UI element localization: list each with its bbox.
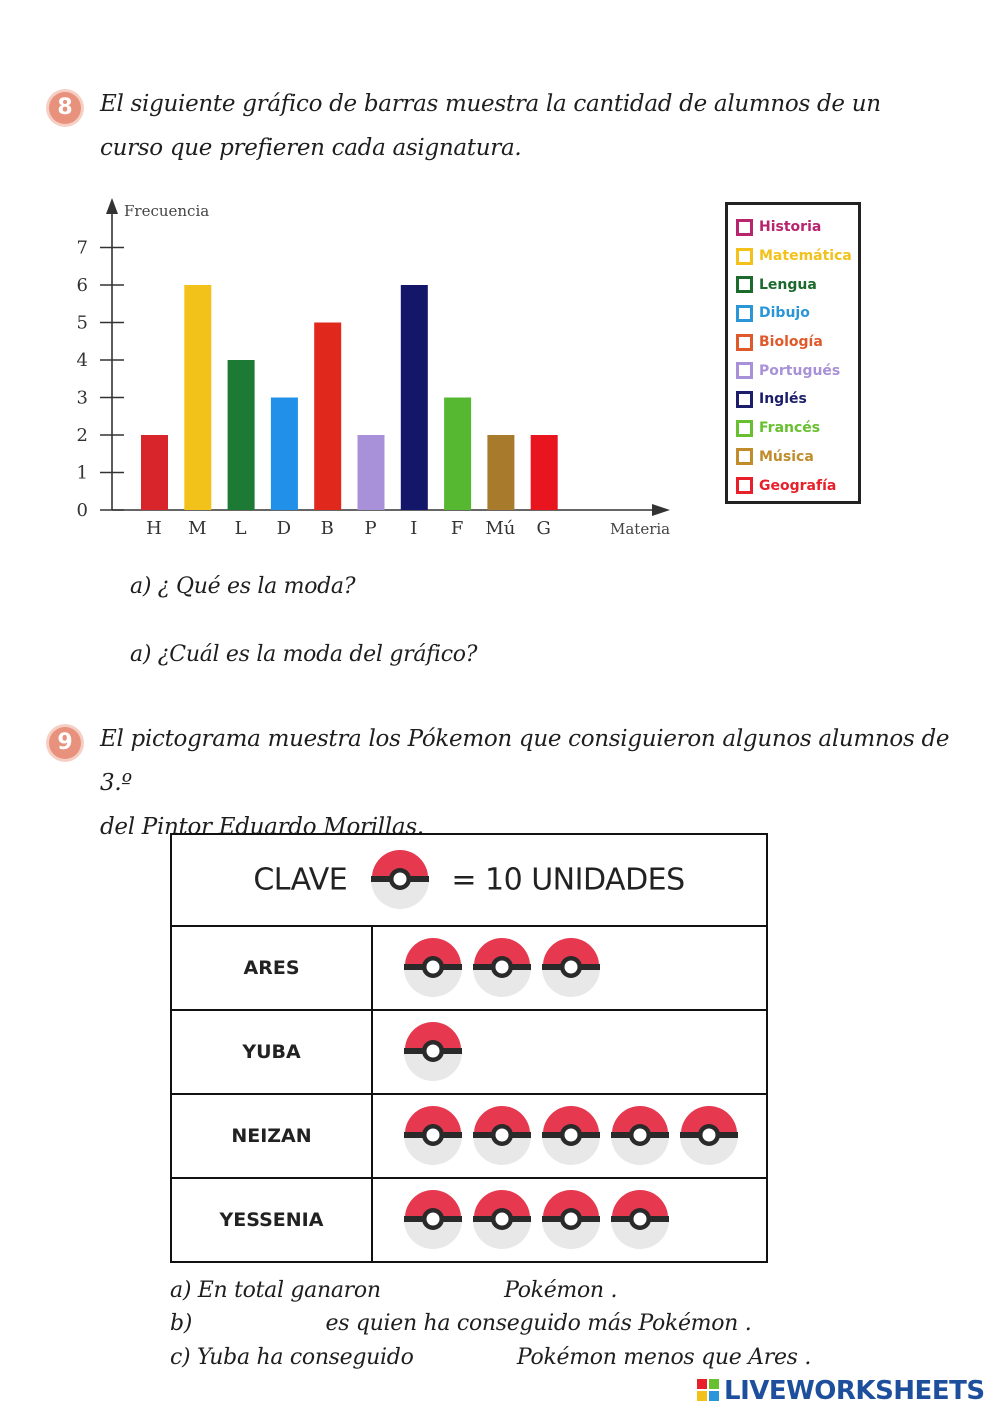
pokeball-icon (679, 1106, 739, 1166)
answer-b-prefix: b) (170, 1311, 193, 1336)
legend-item (736, 356, 858, 385)
legend-label: Dibujo (759, 305, 810, 322)
legend-item (736, 471, 858, 500)
legend-label: Geografía (759, 477, 837, 494)
x-tick-label: F (450, 518, 464, 539)
legend-label: Inglés (759, 391, 807, 408)
pictogram-row (171, 1178, 767, 1262)
pokeball-icon (370, 850, 430, 910)
answer-c (170, 1345, 811, 1370)
question-8a: a) ¿ Qué es la moda? (130, 574, 356, 599)
legend-item (736, 213, 858, 242)
y-tick-label: 3 (76, 387, 88, 409)
answer-a (170, 1278, 617, 1303)
liveworksheets-watermark (696, 1376, 985, 1406)
legend-swatch (736, 248, 753, 265)
bar-M (184, 285, 211, 510)
legend-label: Música (759, 448, 814, 465)
row-balls (372, 926, 767, 1010)
x-axis-arrow (652, 504, 670, 516)
y-tick-label: 6 (76, 275, 88, 296)
pictogram-row (171, 1094, 767, 1178)
bar-F (444, 398, 471, 511)
bar-G (531, 435, 558, 510)
x-tick-label: G (536, 518, 551, 539)
x-tick-label: P (364, 518, 377, 539)
legend-swatch (736, 334, 753, 351)
pokeball-icon (610, 1106, 670, 1166)
answer-b (170, 1311, 751, 1336)
x-tick-label: M (188, 518, 207, 539)
pictogram-row (171, 1010, 767, 1094)
question-8-badge: 8 (49, 92, 81, 124)
legend-label: Matemática (759, 248, 852, 265)
legend-swatch (736, 305, 753, 322)
row-name-neizan: NEIZAN (171, 1094, 372, 1178)
question-8-line-1: El siguiente gráfico de barras muestra la cantidad de alumnos de un (100, 91, 881, 117)
legend-swatch (736, 448, 753, 465)
pokeball-icon (472, 1190, 532, 1250)
pokeball-icon (472, 938, 532, 998)
y-tick-label: 1 (76, 462, 88, 484)
legend-label: Historia (759, 219, 822, 236)
legend-swatch (736, 391, 753, 408)
legend-item (736, 328, 858, 357)
pokeball-icon (403, 1190, 463, 1250)
x-tick-label: B (320, 518, 334, 539)
bar-B (314, 323, 341, 511)
row-balls (372, 1094, 767, 1178)
chart-legend (725, 202, 861, 504)
y-tick-label: 5 (76, 312, 88, 334)
answer-a-prefix: a) En total ganaron (170, 1278, 381, 1303)
bar-H (141, 435, 168, 510)
row-name-ares: ARES (171, 926, 372, 1010)
y-axis-label: Frecuencia (124, 202, 210, 220)
row-name-yuba: YUBA (171, 1010, 372, 1094)
y-tick-label: 7 (76, 237, 88, 259)
y-tick-label: 0 (76, 500, 88, 521)
answer-a-suffix: Pokémon . (504, 1278, 618, 1303)
question-8b: a) ¿Cuál es la moda del gráfico? (130, 642, 478, 667)
bar-I (401, 285, 428, 510)
question-9-text (100, 717, 980, 849)
legend-item (736, 242, 858, 271)
bar-Mú (487, 435, 514, 510)
pokeball-icon (403, 1022, 463, 1082)
pokeball-icon (541, 1106, 601, 1166)
legend-label: Biología (759, 334, 823, 351)
bar-L (228, 360, 255, 510)
pokeball-icon (472, 1106, 532, 1166)
legend-item (736, 443, 858, 472)
legend-swatch (736, 276, 753, 293)
x-axis-label: Materia (610, 520, 671, 538)
legend-item (736, 414, 858, 443)
row-balls (372, 1010, 767, 1094)
key-label: CLAVE (253, 862, 348, 898)
pokeball-icon (610, 1190, 670, 1250)
question-8-text (100, 82, 960, 170)
liveworksheets-logo-icon (696, 1378, 720, 1402)
legend-label: Francés (759, 420, 821, 437)
question-9-line-1: El pictograma muestra los Pókemon que consiguieron algunos alumnos de 3.º (100, 726, 950, 796)
pictogram-table (170, 833, 768, 1263)
pokeball-icon (403, 938, 463, 998)
pictogram-row (171, 926, 767, 1010)
watermark-text: LIVEWORKSHEETS (724, 1376, 985, 1406)
answer-b-suffix: es quien ha conseguido más Pokémon . (325, 1311, 752, 1336)
bar-P (358, 435, 385, 510)
legend-item (736, 270, 858, 299)
pictogram-key (171, 834, 767, 926)
y-tick-label: 4 (76, 350, 88, 371)
pokeball-icon (541, 1190, 601, 1250)
question-9-line-2: del Pintor Eduardo Morillas. (100, 814, 424, 840)
y-axis-arrow (106, 198, 118, 214)
question-9-badge: 9 (49, 727, 81, 759)
answer-c-suffix: Pokémon menos que Ares . (516, 1345, 812, 1370)
row-name-yessenia: YESSENIA (171, 1178, 372, 1262)
pokeball-icon (403, 1106, 463, 1166)
key-value: = 10 UNIDADES (451, 862, 685, 898)
legend-item (736, 385, 858, 414)
legend-label: Portugués (759, 362, 841, 379)
x-tick-label: I (410, 518, 418, 539)
answer-c-prefix: c) Yuba ha conseguido (170, 1345, 414, 1370)
x-tick-label: L (234, 518, 247, 539)
legend-item (736, 299, 858, 328)
legend-swatch (736, 362, 753, 379)
x-tick-label: Mú (485, 518, 516, 539)
pokeball-icon (541, 938, 601, 998)
legend-label: Lengua (759, 276, 817, 293)
legend-swatch (736, 219, 753, 236)
row-balls (372, 1178, 767, 1262)
question-8-line-2: curso que prefieren cada asignatura. (100, 135, 522, 161)
bar-chart (60, 192, 700, 542)
bar-D (271, 398, 298, 511)
x-tick-label: H (146, 518, 162, 539)
x-tick-label: D (276, 518, 292, 539)
legend-swatch (736, 420, 753, 437)
y-tick-label: 2 (76, 425, 88, 446)
legend-swatch (736, 477, 753, 494)
